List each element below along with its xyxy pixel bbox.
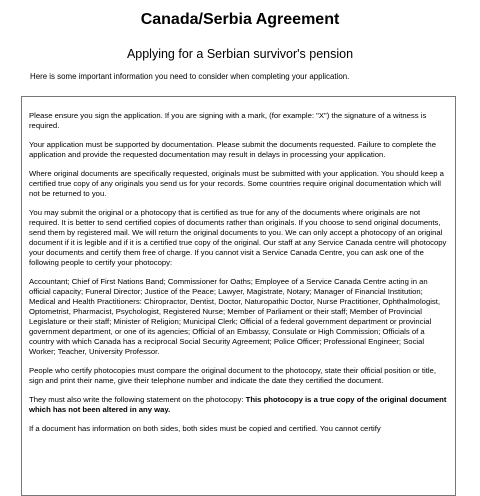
photocopy-paragraph: You may submit the original or a photocopy that is certified as true for any of the documents where originals are not required. It is better to send certified copies of documents rather than originals. If you choose to send original documents, send them by registered mail. We will return the original documents to you. We can only accept a photocopy of an original document if it is legible and if it is a certified true copy of the original. Our staff at any Service Canada centre will photocopy your documents and certify them free of charge. If you cannot visit a Service Canada Centre, you can ask one of the following people to certify your photocopy: [29, 208, 447, 267]
intro-text: Here is some important information you need to consider when completing your application. [30, 72, 350, 81]
original-documents-paragraph: Where original documents are specifically requested, originals must be submitted with your application. You should keep a certified true copy of any originals you send us for your records. Some countries require original documentation which will not be returned to you. [29, 169, 444, 198]
statement-intro: They must also write the following statement on the photocopy: [29, 395, 246, 404]
documentation-paragraph: Your application must be supported by documentation. Please submit the documents requested. Failure to complete the application and provide the requested documentation may result in delays in processing your application. [29, 140, 436, 159]
information-content [29, 111, 450, 443]
signature-paragraph: Please ensure you sign the application. If you are signing with a mark, (for example: "X") the signature of a witness is required. [29, 111, 427, 130]
certifiers-list-paragraph: Accountant; Chief of First Nations Band; Commissioner for Oaths; Employee of a Service Canada Centre acting in an official capacity; Funeral Director; Justice of the Peace; Lawyer, Magistrate, Notary; Manager of Financial Institution; Medical and Health Practitioners: Chiropractor, Dentist, Doctor, Naturopathic Doctor, Nurse Practitioner, Ophthalmologist, Optometrist, Pharmacist, Psychologist, Registered Nurse; Member of Parliament or their staff; Member of Provincial Legislature or their staff; Minister of Religion; Municipal Clerk; Official of a federal government department or provincial government department, or one of its agencies; Official of an Embassy, Consulate or High Commission; Officials of a country with which Canada has a reciprocal Social Security Agreement; Police Officer; Professional Engineer; Social Worker; Teacher, University Professor. [29, 277, 441, 356]
two-sided-documents-paragraph: If a document has information on both sides, both sides must be copied and certified. You cannot certify [29, 424, 381, 433]
page-subtitle: Applying for a Serbian survivor's pension [126, 47, 354, 61]
certification-statement: This photocopy is a true copy of the original document which has not been altered in any way. [29, 395, 447, 414]
scrollbar[interactable] [472, 96, 480, 480]
information-box [21, 96, 456, 496]
certification-statement-paragraph [29, 395, 450, 415]
certification-requirements-paragraph: People who certify photocopies must compare the original document to the photocopy, state their official position or title, sign and print their name, give their telephone number and indicate the date they certified the document. [29, 366, 436, 385]
page-title: Canada/Serbia Agreement [140, 11, 340, 28]
